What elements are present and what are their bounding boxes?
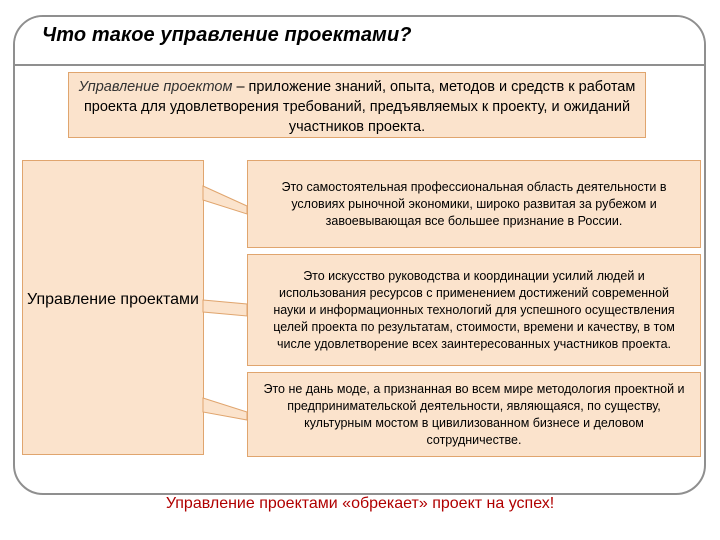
definition-text: – приложение знаний, опыта, методов и средств к работам проекта для удовлетворения требований, предъявляемых к проекту, и ожиданий участников проекта. (83, 79, 636, 135)
statement-box-1 (247, 160, 701, 248)
footer-slogan: Управление проектами «обрекает» проект на успех! (165, 495, 555, 512)
statement-box-2 (247, 254, 701, 366)
left-concept-label: Управление проектами (27, 291, 199, 308)
statement-text-2: Это искусство руководства и координации усилий людей и использования ресурсов с применением достижений современной науки и информационных технологий для успешного осуществления целей проекта по результатам, стоимости, времени и качеству, в том числе удовлетворение всех заинтересованных участников проекта. (273, 268, 675, 351)
statement-text-3: Это не дань моде, а признанная во всем мире методология проектной и предпринимательской деятельности, являющаяся, по существу, культурным мостом в цивилизованном бизнесе и деловом сотрудничестве. (263, 381, 685, 447)
connector-1 (203, 186, 247, 214)
statement-box-3 (247, 372, 701, 457)
definition-term: Управление проектом (78, 79, 233, 95)
page-title: Что такое управление проектами? (42, 24, 412, 46)
statement-text-1: Это самостоятельная профессиональная область деятельности в условиях рыночной экономики, широко развитая за рубежом и завоевывающая все большее признание в России. (281, 179, 667, 228)
connector-2 (203, 300, 247, 316)
connector-3 (203, 398, 247, 420)
